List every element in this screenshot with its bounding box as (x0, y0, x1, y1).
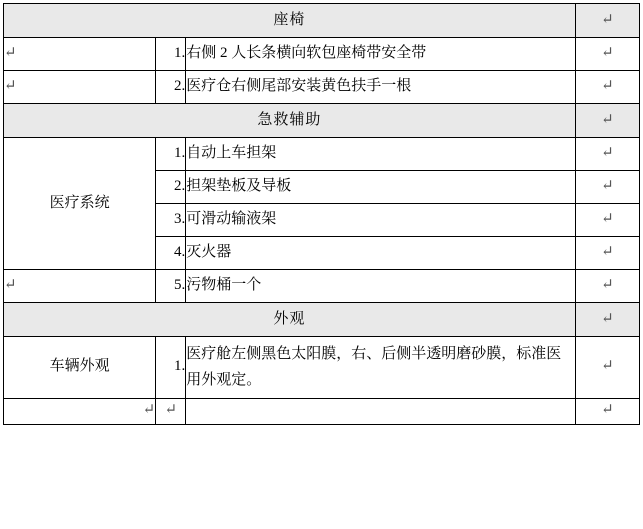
row-text: 医疗仓右侧尾部安装黄色扶手一根 (186, 71, 576, 104)
group-label-vehicle-appearance: 车辆外观 (4, 337, 156, 399)
table-row (4, 38, 640, 71)
row-label-mark: ↵ (4, 270, 156, 303)
row-text: 右侧 2 人长条横向软包座椅带安全带 (186, 38, 576, 71)
row-text: 担架垫板及导板 (186, 171, 576, 204)
section-title-appearance: 外观 (4, 303, 576, 337)
row-label-mark: ↵ (4, 71, 156, 104)
row-text: 自动上车担架 (186, 138, 576, 171)
specification-table (3, 3, 640, 425)
row-index: 1. (156, 38, 186, 71)
row-text: 可滑动输液架 (186, 204, 576, 237)
row-index: 2. (156, 171, 186, 204)
row-end-mark: ↵ (575, 71, 639, 104)
row-end-mark: ↵ (575, 270, 639, 303)
row-end-mark: ↵ (575, 38, 639, 71)
row-end-mark: ↵ (575, 337, 639, 399)
row-index: 3. (156, 204, 186, 237)
row-index: 2. (156, 71, 186, 104)
section-mark-appearance: ↵ (575, 303, 639, 337)
row-end-mark: ↵ (575, 237, 639, 270)
row-index: 4. (156, 237, 186, 270)
table-row (4, 71, 640, 104)
row-end-mark: ↵ (575, 138, 639, 171)
table-footer-row (4, 398, 640, 424)
group-label-medical-system: 医疗系统 (4, 138, 156, 270)
section-header-row (4, 303, 640, 337)
row-text: 医疗舱左侧黑色太阳膜，右、后侧半透明磨砂膜，标准医用外观定。 (186, 337, 576, 399)
table-row (4, 270, 640, 303)
row-index: 1. (156, 337, 186, 399)
section-title-seats: 座椅 (4, 4, 576, 38)
table-row (4, 138, 640, 171)
row-end-mark: ↵ (575, 204, 639, 237)
row-label-mark: ↵ (4, 38, 156, 71)
section-header-row (4, 104, 640, 138)
footer-label-mark: ↵ (4, 398, 156, 424)
footer-text-mark (186, 398, 576, 424)
section-mark-seats: ↵ (575, 4, 639, 38)
row-end-mark: ↵ (575, 171, 639, 204)
row-index: 1. (156, 138, 186, 171)
row-text: 污物桶一个 (186, 270, 576, 303)
table-row (4, 337, 640, 399)
section-title-emergency-aid: 急救辅助 (4, 104, 576, 138)
row-text: 灭火器 (186, 237, 576, 270)
section-mark-emergency-aid: ↵ (575, 104, 639, 138)
row-index: 5. (156, 270, 186, 303)
section-header-row (4, 4, 640, 38)
footer-index-mark: ↵ (156, 398, 186, 424)
footer-end-mark: ↵ (575, 398, 639, 424)
